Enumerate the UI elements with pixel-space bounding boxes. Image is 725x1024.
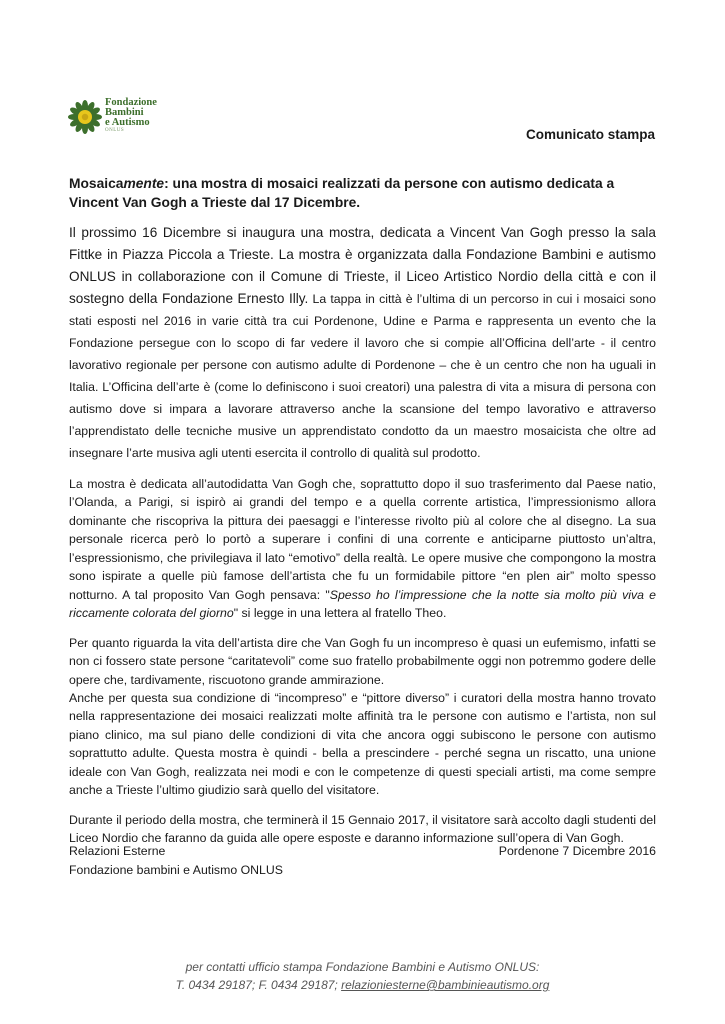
footer-line-1: per contatti ufficio stampa Fondazione Bambini e Autismo ONLUS:: [185, 960, 540, 974]
paragraph-5: Durante il periodo della mostra, che terminerà il 15 Gennaio 2017, il visitatore sarà accolto dagli studenti del Liceo Nordio che faranno da guida alle opere esposte e daranno informazione sull’opera di Van Gogh.: [69, 812, 656, 846]
logo-line-3: e Autismo: [105, 117, 150, 128]
email-link[interactable]: relazioniesterne@bambinieautismo.org: [341, 978, 550, 992]
paragraph-2-quote: Spesso ho l’impressione che la notte sia molto più viva e riccamente colorata del giorno: [69, 587, 656, 621]
paragraph-1-lead: Il prossimo 16 Dicembre si inaugura una mostra, dedicata a Vincent Van Gogh presso la sala Fittke in Piazza Piccola a Trieste. La mostra è organizzata dalla Fondazione Bambini e autismo ONLUS in collaborazione con il Comune di Trieste, il Liceo Artistico Nordio della città e con il sostegno della Fondazione Ernesto Illy.: [69, 225, 656, 306]
title-part-1: Mosaica: [69, 176, 124, 191]
title-part-2: mente: [123, 176, 165, 191]
logo-wordmark: [105, 98, 157, 134]
paragraph-2-a: La mostra è dedicata all’autodidatta Van Gogh che, soprattutto dopo il suo trasferimento dal Paese natio, l’Olanda, a Parigi, si ispirò ai grandi del tempo e a quella corrente artistica, l’impressionismo allora dominante che riscopriva la pittura dei paesaggi e l’interesse rivolto più al colore che al disegno. La sua personale ricerca però lo portò a superare i confini di una corrente e anticiparne piuttosto un’altra, l’espressionismo, che privilegiava il lato “emotivo” della realtà. Le opere musive che compongono la mostra sono ispirate a quelle più famose dell’artista che fu un formidabile pittore “en plen air” molto spesso notturno. A tal proposito Van Gogh pensava: ": [69, 477, 656, 602]
paragraph-2-b: " si legge in una lettera al fratello Theo.: [233, 606, 447, 621]
logo-line-4: ONLUS: [105, 128, 125, 133]
foundation-logo: [68, 96, 178, 138]
signature-line-1: Relazioni Esterne: [69, 844, 166, 858]
title-part-3: : una mostra di mosaici realizzati da persone con autismo dedicata a Vincent Van Gogh a Trieste dal 17 Dicembre.: [69, 176, 615, 210]
footer-phone-fax: T. 0434 29187; F. 0434 29187;: [175, 978, 342, 992]
logo-line-2: Bambini: [105, 107, 144, 118]
press-release-body: [69, 222, 656, 848]
paragraph-1: [69, 222, 656, 464]
press-release-title: [69, 174, 659, 212]
paragraph-2: [69, 475, 656, 623]
signature-block: [69, 842, 656, 880]
footer-line-2: [0, 976, 725, 994]
sunflower-logo-icon: [68, 100, 102, 134]
place-date: Pordenone 7 Dicembre 2016: [498, 844, 656, 858]
paragraph-4: Anche per questa sua condizione di “incompreso” e “pittore diverso” i curatori della mostra hanno trovato nella rappresentazione dei mosaici realizzati molte affinità tra le persone con autismo e l’artista, non sul piano clinico, ma sul piano delle condizioni di vita che ancora oggi subiscono le persone con autismo soprattutto adulte. Questa mostra è quindi - bella a prescindere - perché segna un riscatto, una unione ideale con Van Gogh, realizzata nei modi e con le competenze di questi speciali artisti, ma come sempre anche a Trieste l’ultimo giudizio sarà quello del visitatore.: [69, 690, 656, 798]
paragraph-3: Per quanto riguarda la vita dell’artista dire che Van Gogh fu un incompreso è quasi un eufemismo, infatti se non ci fossero state persone “caritatevoli” come suo fratello probabilmente oggi non potremmo godere delle opere che, tardivamente, riscuotono grande ammirazione.: [69, 635, 656, 687]
signature-line-2: Fondazione bambini e Autismo ONLUS: [69, 863, 283, 877]
press-contacts-footer: [0, 958, 725, 994]
document-type-label: Comunicato stampa: [525, 127, 655, 142]
paragraph-1-rest: La tappa in città è l’ultima di un percorso in cui i mosaici sono stati esposti nel 2016 in varie città tra cui Pordenone, Udine e Parma e rappresenta un evento che la Fondazione persegue con lo scopo di far vedere il lavoro che si compie all’Officina dell’arte - il centro lavorativo regionale per persone con autismo adulte di Pordenone – che è un centro che non ha uguali in Italia. L’Officina dell’arte è (come lo definiscono i suoi creatori) una palestra di vita a misura di persona con autismo dove si impara a lavorare attraverso anche la scansione del tempo lavorativo e attraverso l’apprendistato delle tecniche musive un apprendistato condotto da un maestro mosaicista che oltre ad insegnare l’arte musiva agli utenti esercita il controllo di qualità sul prodotto.: [69, 292, 656, 460]
logo-line-1: Fondazione: [105, 97, 157, 108]
